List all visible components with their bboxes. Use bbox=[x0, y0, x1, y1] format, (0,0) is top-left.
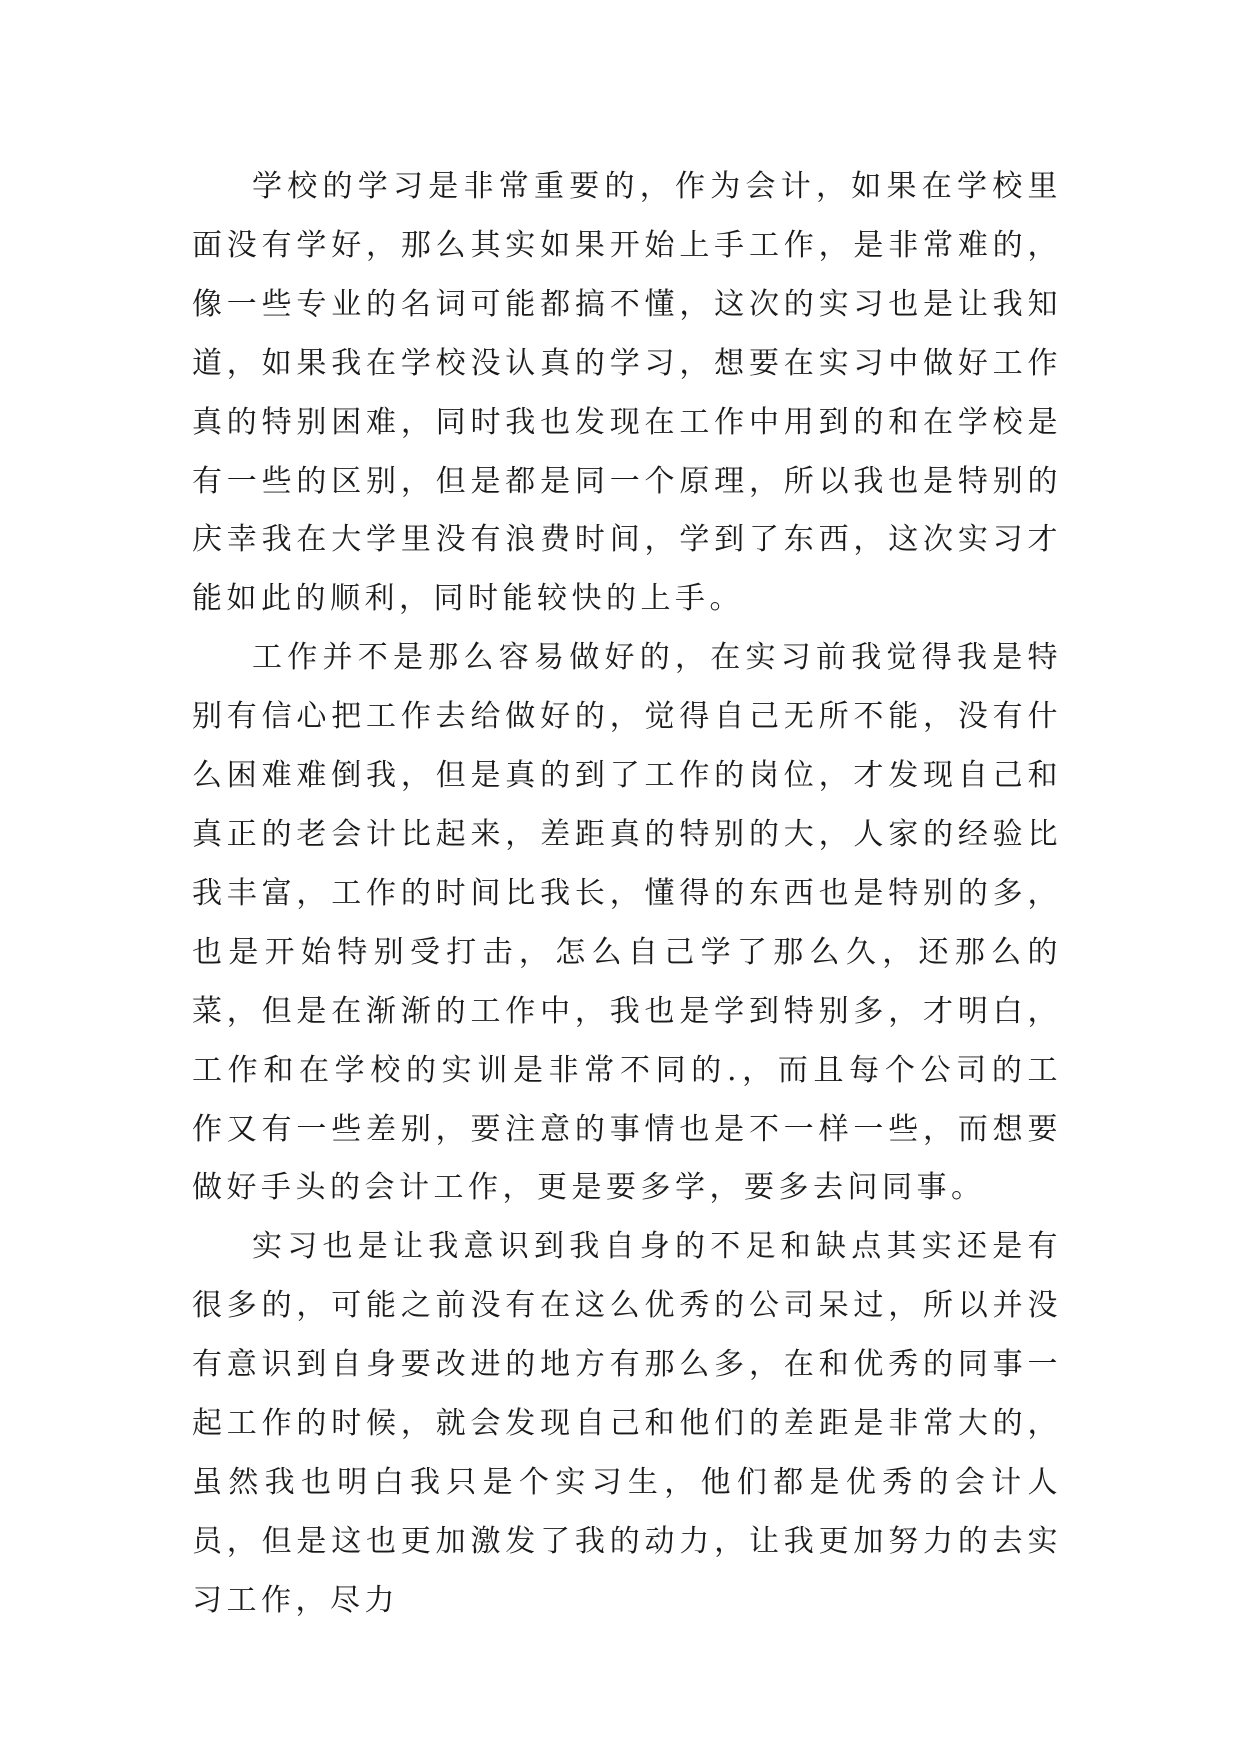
paragraph-3: 实习也是让我意识到我自身的不足和缺点其实还是有很多的，可能之前没有在这么优秀的公司呆过，所以并没有意识到自身要改进的地方有那么多，在和优秀的同事一起工作的时候，就会发现自己和他们的差距是非常大的，虽然我也明白我只是个实习生，他们都是优秀的会计人员，但是这也更加激发了我的动力，让我更加努力的去实习工作，尽力 bbox=[192, 1229, 1062, 1618]
paragraph-2: 工作并不是那么容易做好的，在实习前我觉得我是特别有信心把工作去给做好的，觉得自己无所不能，没有什么困难难倒我，但是真的到了工作的岗位，才发现自己和真正的老会计比起来，差距真的特别的大，人家的经验比我丰富，工作的时间比我长，懂得的东西也是特别的多，也是开始特别受打击，怎么自己学了那么久，还那么的菜，但是在渐渐的工作中，我也是学到特别多，才明白，工作和在学校的实训是非常不同的.，而且每个公司的工作又有一些差别，要注意的事情也是不一样一些，而想要做好手头的会计工作，更是要多学，要多去问同事。 bbox=[192, 640, 1062, 1206]
body-text bbox=[192, 158, 1062, 1631]
paragraph-1: 学校的学习是非常重要的，作为会计，如果在学校里面没有学好，那么其实如果开始上手工作，是非常难的，像一些专业的名词可能都搞不懂，这次的实习也是让我知道，如果我在学校没认真的学习，想要在实习中做好工作真的特别困难，同时我也发现在工作中用到的和在学校是有一些的区别，但是都是同一个原理，所以我也是特别的庆幸我在大学里没有浪费时间，学到了东西，这次实习才能如此的顺利，同时能较快的上手。 bbox=[192, 169, 1062, 617]
